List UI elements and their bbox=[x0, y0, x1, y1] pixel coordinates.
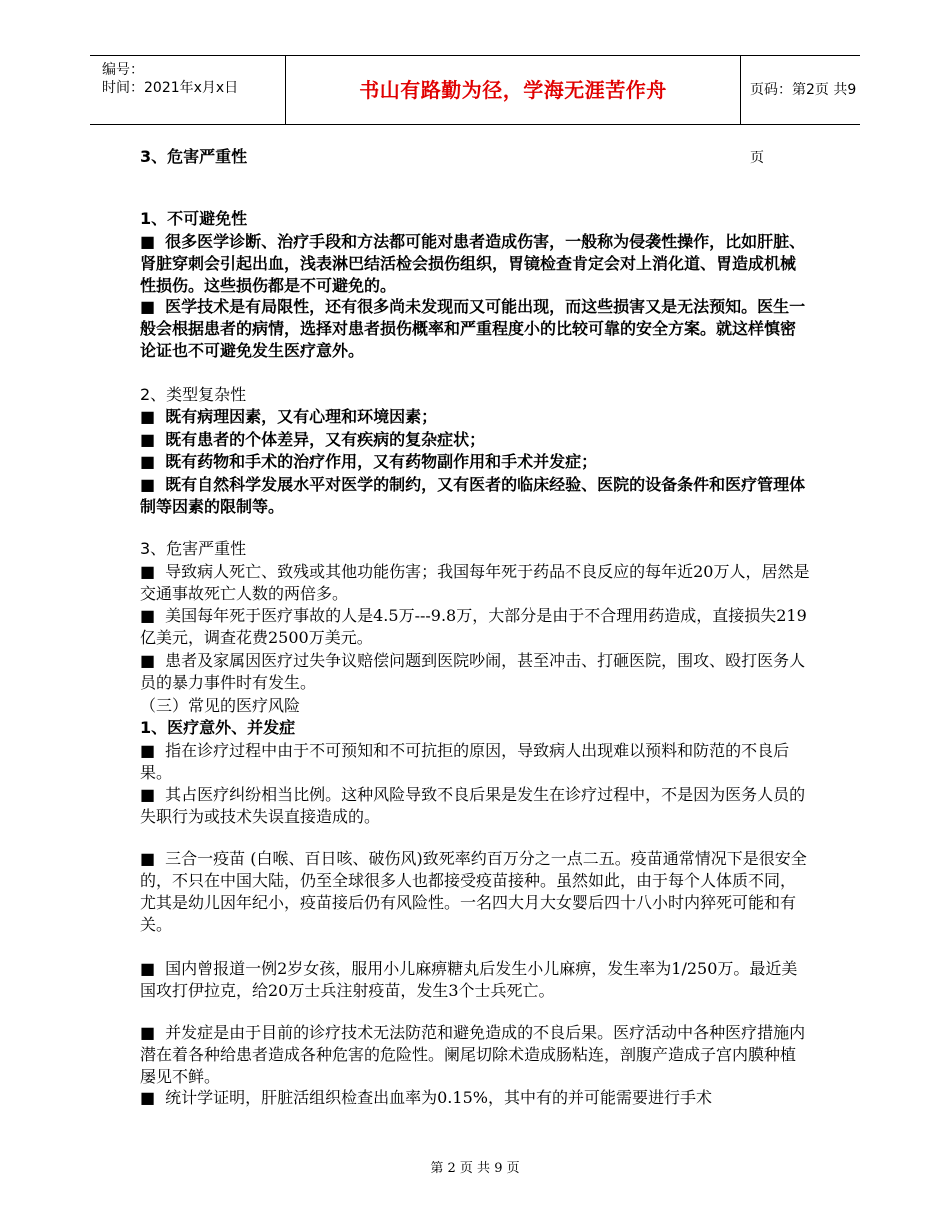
time-label: 时间：2021年x月x日 bbox=[102, 80, 239, 96]
section-4-item: ■ 指在诊疗过程中由于不可预知和不可抗拒的原因，导致病人出现难以预料和防范的不良后果。 bbox=[140, 741, 790, 782]
bullet-icon: ■ bbox=[140, 741, 156, 760]
bullet-icon: ■ bbox=[140, 475, 156, 494]
section-3-title: 3、危害严重性 bbox=[140, 539, 247, 558]
section-1-item: ■ 很多医学诊断、治疗手段和方法都可能对患者造成伤害，一般称为侵袭性操作，比如肝脏、肾脏穿刺会引起出血，浅表淋巴结活检会损伤组织，胃镜检查肯定会对上消化道、胃造成机械性损伤。这些损伤都是不可避免的。 bbox=[140, 232, 806, 295]
bullet-icon: ■ bbox=[140, 1023, 156, 1042]
bullet-icon: ■ bbox=[140, 407, 156, 426]
bullet-icon: ■ bbox=[140, 959, 156, 978]
section-2-title: 2、类型复杂性 bbox=[140, 385, 247, 404]
section-4-item: ■ 并发症是由于目前的诊疗技术无法防范和避免造成的不良后果。医疗活动中各种医疗措施内潜在着各种给患者造成各种危害的危险性。阑尾切除术造成肠粘连，剖腹产造成子宫内膜种植屡见不鲜。 bbox=[140, 1023, 806, 1086]
bullet-icon: ■ bbox=[140, 606, 156, 625]
section-4-item: ■ 国内曾报道一例2岁女孩，服用小儿麻痹糖丸后发生小儿麻痹，发生率为1/250万。最近美国攻打伊拉克，给20万士兵注射疫苗，发生3个士兵死亡。 bbox=[140, 959, 798, 1000]
header-motto: 书山有路勤为径，学海无涯苦作舟 bbox=[285, 56, 741, 124]
section-3-item: ■ 导致病人死亡、致残或其他功能伤害；我国每年死于药品不良反应的每年近20万人，居然是交通事故死亡人数的两倍多。 bbox=[140, 562, 810, 603]
section-4-item: ■ 三合一疫苗 (白喉、百日咳、破伤风)致死率约百万分之一点二五。疫苗通常情况下是很安全的，不只在中国大陆，仍至全球很多人也都接受疫苗接种。虽然如此，由于每个人体质不同，尤其是幼儿因年纪小，疫苗接后仍有风险性。一名四大月大女婴后四十八小时内猝死可能和有关。 bbox=[140, 849, 807, 934]
section-4-item: ■ 其占医疗纠纷相当比例。这种风险导致不良后果是发生在诊疗过程中，不是因为医务人员的失职行为或技术失误直接造成的。 bbox=[140, 785, 806, 826]
header-page-info: 页码：第2页 共9页 bbox=[750, 82, 857, 166]
bullet-icon: ■ bbox=[140, 1088, 156, 1107]
section-3-item: ■ 患者及家属因医疗过失争议赔偿问题到医院吵闹，甚至冲击、打砸医院，围攻、殴打医务人员的暴力事件时有发生。 bbox=[140, 651, 806, 692]
bullet-icon: ■ bbox=[140, 297, 156, 316]
header-meta bbox=[90, 56, 285, 124]
bullet-icon: ■ bbox=[140, 562, 156, 581]
section-3-item: ■ 美国每年死于医疗事故的人是4.5万---9.8万，大部分是由于不合理用药造成，直接损失219亿美元，调查花费2500万美元。 bbox=[140, 606, 807, 647]
section-2-item: ■ 既有自然科学发展水平对医学的制约，又有医者的临床经验、医院的设备条件和医疗管理体制等因素的限制等。 bbox=[140, 475, 806, 516]
section-2-item: ■ 既有患者的个体差异，又有疾病的复杂症状； bbox=[140, 430, 486, 449]
bullet-icon: ■ bbox=[140, 849, 156, 868]
page-footer: 第 2 页 共 9 页 bbox=[430, 1161, 520, 1176]
bullet-icon: ■ bbox=[140, 452, 156, 471]
section-2-item: ■ 既有病理因素，又有心理和环境因素； bbox=[140, 407, 438, 426]
bullet-icon: ■ bbox=[140, 232, 156, 251]
section-1-title: 1、不可避免性 bbox=[140, 209, 248, 228]
section-4-subtitle: 1、医疗意外、并发症 bbox=[140, 718, 296, 737]
section-heading-top: 3、危害严重性 bbox=[140, 147, 248, 166]
bullet-icon: ■ bbox=[140, 430, 156, 449]
number-label: 编号： bbox=[102, 62, 144, 78]
section-4-title: （三）常见的医疗风险 bbox=[140, 696, 301, 715]
bullet-icon: ■ bbox=[140, 785, 156, 804]
bullet-icon: ■ bbox=[140, 651, 156, 670]
section-1-item: ■ 医学技术是有局限性，还有很多尚未发现而又可能出现，而这些损害又是无法预知。医生一般会根据患者的病情，选择对患者损伤概率和严重程度小的比较可靠的安全方案。就这样慎密论证也不可避免发生医疗意外。 bbox=[140, 297, 806, 360]
section-2-item: ■ 既有药物和手术的治疗作用，又有药物副作用和手术并发症； bbox=[140, 452, 598, 471]
section-4-item: ■ 统计学证明，肝脏活组织检查出血率为0.15%，其中有的并可能需要进行手术 bbox=[140, 1088, 712, 1107]
